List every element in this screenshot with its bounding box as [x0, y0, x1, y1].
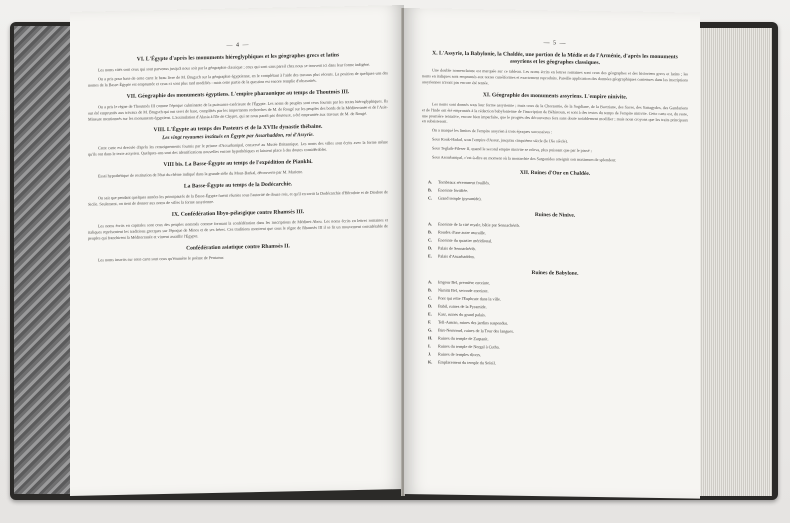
section-paragraph: Cette carte est dressée d'après les renseignements fournis par le prisme d'Assurbanipal, conservé au Musée Britannique. Les noms des villes sont écrits avec la forme même qu'ils ont dans le texte assyrien. Quelques-uns sont des identifications nouvelles encore hypothétiques et laissent place à des doutes considérables.	[88, 139, 388, 158]
legend-item-text: Grand temple (pyramide).	[438, 195, 482, 202]
legend-item-label: B.	[428, 287, 432, 293]
section-paragraph: Les noms cités sont ceux qui sont parvenus jusqu'à nous soit par la géographie classique ; ceux qui sont sans pareil chez nous se trouvent ici dans leur forme indigène.	[98, 61, 371, 73]
legend-item-text: Palais de Sennachérib.	[438, 245, 476, 252]
section-title: X. L'Assyrie, la Babylonie, la Chaldée, une portion de la Médie et de l'Arménie, d'après les monuments assyriens et les géographes classiques.	[432, 50, 678, 67]
legend-item-label: E.	[428, 311, 432, 317]
legend-item-label: D.	[428, 245, 433, 251]
legend-item-text: Palais d'Assarhaddon.	[438, 253, 475, 260]
list-title: Ruines de Babylone.	[531, 269, 579, 277]
legend-item-label: B.	[428, 187, 432, 193]
section-title: IX. Confédération libyo-pélasgique contre Rhamsès III.	[171, 209, 305, 218]
section-paragraph: Sous Rouk-Hadad, sous l'empire d'Assur, jusqu'au cinquième siècle (le IXe siècle).	[432, 136, 568, 144]
legend-item-label: D.	[428, 303, 433, 309]
section-paragraph: On a pris pour base de cette carte le beau livre de M. Brugsch sur la géographie égyptienne, en le complétant à l'aide des travaux plus récents. La position de quelques-uns des nomes de la Basse-Égypte est empruntée et ceux-ci sont plus tard modifiés : mais cette partie de la question est encore remplie d'obscurités.	[88, 70, 388, 88]
legend-item-text: Ruines du temple de Nergal à Cutha.	[438, 343, 500, 350]
legend-item-text: Pont qui relie l'Euphrate dans la ville.	[438, 295, 501, 302]
left-page	[70, 5, 404, 496]
legend-item-label: A.	[428, 279, 433, 285]
section-title: VI. L'Égypte d'après les monuments hiéroglyphiques et les géographes grecs et latins	[136, 52, 340, 63]
legend-item-label: E.	[428, 253, 432, 259]
section-paragraph: Une double nomenclature est marquée sur ce tableau. Les noms écrits en lettres romaines sont ceux des géographes et des historiens grecs et latins ; les noms en italiques sont empruntés aux textes cunéiformes et exactement reproduits. Pareille application des données géographiques contenues dans les inscriptions assyriennes n'avait pas encore été tentée.	[422, 67, 688, 86]
section-paragraph: On a marqué les limites de l'empire assyrien à trois époques successives :	[432, 127, 553, 135]
legend-list	[428, 220, 688, 264]
section-paragraph: Les noms sont donnés sous leur forme assyrienne ; mais ceux de la Chorasmie, de la Sogdiane, de la Bactriane, des Saces, des Sattagydes, des Gandariens et de l'Inde ont été empruntés à la rédaction babylonienne de l'inscription de Béhistoun, et sont à des textes du temps de l'empire ninivite. Cette carte est, du reste, une première tentative, encore bien imparfaite, que le progrès des découvertes fera sans doute notablement modifier ; mais nous croyons que les traits principaux en subsisteront.	[422, 101, 688, 125]
legend-item-text: Babil, ruines de la Pyramide.	[438, 303, 487, 310]
legend-item-label: K.	[428, 359, 433, 365]
section-paragraph: Les noms inscrits sur cette carte sont ceux qu'énumère le poème de Pentaour.	[98, 254, 225, 263]
left-page-sections	[88, 51, 388, 263]
section-title: La Basse-Égypte au temps de la Dodécarchie.	[183, 181, 293, 190]
section-paragraph: On sait que pendant quelques années les principautés de la Basse-Égypte furent réunies sous l'autorité de douze rois, et qu'il en sortit la Dodécarchie d'Hérodote et de Diodore de Sicile. Seulement, on tient de donner aux noms de villes la forme assyrienne.	[88, 189, 388, 207]
right-page	[404, 8, 700, 499]
legend-item-text: Kasr, ruines du grand palais.	[438, 311, 486, 318]
legend-list	[428, 278, 688, 370]
legend-item-text: Enceinte fortifiée.	[438, 187, 469, 194]
section-paragraph: Essai hypothétique de restitution de l'état du rhème indiqué dans la grande stèle du Mont-Barkal, découverte par M. Mariette.	[98, 169, 304, 179]
right-page-lists	[422, 168, 688, 370]
right-page-sections	[422, 50, 688, 164]
legend-item-label: C.	[428, 295, 433, 301]
legend-item-text: Enceinte du quartier méridional.	[438, 237, 493, 244]
list-title: Ruines de Ninive.	[534, 212, 576, 219]
section-paragraph: Les noms écrits en capitales sont ceux des peuples nommés comme formant la confédération dans les inscriptions de Médinet-Abou. Les noms écrits en lettres romaines et italiques représentent les traditions grecques sur l'époque de Minos et de ses frères. Ces traditions montrent que sous le règne de Rhamsès III il se fit un mouvement considérable de peuples qui franchirent la Méditerranée et vinrent assaillir l'Égypte.	[88, 217, 388, 241]
legend-item-label: C.	[428, 237, 433, 243]
legend-item-text: Ruines de temples divers.	[438, 351, 482, 358]
legend-item-label: F.	[428, 319, 432, 325]
section-title: Confédération asiatique contre Rhamsès II.	[186, 243, 290, 252]
legend-item-label: A.	[428, 179, 433, 185]
legend-item-text: Ruines du temple de Zarpanit.	[438, 335, 489, 342]
legend-item-label: G.	[428, 327, 433, 333]
section-title: VIII bis. La Basse-Égypte au temps de l'expédition de Piankhi.	[163, 159, 313, 169]
legend-item-text: Nimitti Bel, seconde enceinte.	[438, 287, 489, 294]
section-paragraph: Sous Teglath-Pileser II, quand le second empire ninivite se releva, plus puissant que par le passé ;	[432, 145, 592, 154]
legend-item-text: Imgour Bel, première enceinte.	[438, 279, 491, 286]
section-subtitle: Les vingt royaumes institués en Égypte par Assarhaddon, roi d'Assyrie.	[162, 132, 314, 142]
section-paragraph: On a pris le règne de Thoutmès III comme l'époque culminante de la puissance extérieure de l'Égypte. Les noms de peuples sont ceux fournis par les textes hiéroglyphiques. Ils ont été empruntés aux travaux de M. Brugsch qui ont servi de base, complétés par les importantes recherches de M. de Rougé sur les peuples des bords de la Méditerranée et de l'Asie-Mineure mentionnés sur les monuments égyptiens. L'assimilation d'Alasia à l'île de Chypre, qui ne nous paraît pas douteuse, a été empruntée aux travaux de M. de Rougé.	[88, 98, 388, 122]
legend-item-text: Tell-Amran, ruines des jardins suspendus.	[438, 319, 509, 326]
legend-item-text: Tombeaux récemment fouillés.	[438, 179, 490, 186]
legend-item-text: Birs-Nemroud, ruines de la Tour des langues.	[438, 327, 514, 334]
section-paragraph: Sous Assurbanipal, c'est-à-dire au moment où la monarchie des Sargonides atteignit son maximum de splendeur.	[432, 154, 617, 163]
section-title: XI. Géographie des monuments assyriens. L'empire ninivite.	[482, 91, 628, 101]
legend-item-label: C.	[428, 195, 433, 201]
legend-item-label: A.	[428, 221, 433, 227]
legend-item-text: Emplacement du temple du Soleil.	[438, 359, 496, 366]
legend-item-text: Enceinte de la cité royale, bâtie par Sennachérib.	[438, 221, 520, 228]
section-title: VII. Géographie des monuments égyptiens. L'empire pharaonique au temps de Thoutmès III.	[126, 88, 350, 100]
section-title: VIII. L'Égypte au temps des Pasteurs et de la XVIIe dynastie thébaine.	[153, 123, 323, 133]
legend-item-label: H.	[428, 335, 433, 341]
page-number: — 4 —	[226, 42, 250, 49]
legend-list	[428, 178, 688, 206]
page-stack-edge	[700, 28, 772, 496]
legend-item-label: I.	[428, 343, 431, 349]
list-title: XII. Ruines d'Our en Chaldée.	[519, 169, 591, 178]
legend-item-label: J.	[428, 351, 432, 357]
legend-item-label: B.	[428, 229, 432, 235]
page-number: — 5 —	[543, 40, 567, 47]
legend-item-text: Rondes d'une autre muraille.	[438, 229, 486, 236]
